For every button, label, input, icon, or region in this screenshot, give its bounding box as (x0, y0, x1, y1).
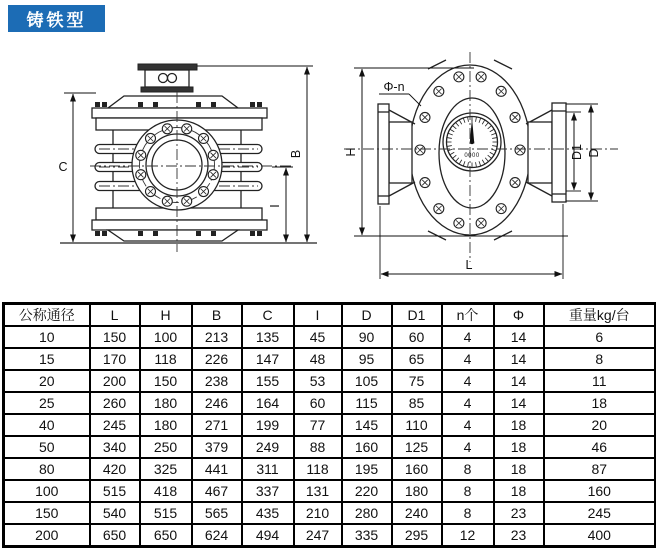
svg-text:C: C (58, 160, 68, 174)
table-cell: 226 (192, 348, 242, 370)
table-cell: 135 (242, 326, 294, 348)
table-cell: 155 (242, 370, 294, 392)
table-cell: 340 (90, 436, 140, 458)
table-cell: 467 (192, 480, 242, 502)
table-cell: 40 (4, 414, 90, 436)
table-cell: 271 (192, 414, 242, 436)
table-cell: 105 (342, 370, 392, 392)
dial-counter: 0000 (464, 153, 480, 159)
right-flange (526, 103, 566, 202)
table-cell: 565 (192, 502, 242, 524)
table-cell: 4 (442, 326, 494, 348)
table-cell: 170 (90, 348, 140, 370)
table-cell: 14 (494, 326, 544, 348)
table-row (4, 414, 656, 436)
table-cell: 11 (544, 370, 656, 392)
dial-gauge (443, 113, 501, 171)
table-cell: 60 (294, 392, 342, 414)
table-cell: 325 (140, 458, 192, 480)
table-cell: 311 (242, 458, 294, 480)
table-cell: 125 (392, 436, 442, 458)
front-view-drawing (58, 64, 317, 252)
table-cell: 160 (342, 436, 392, 458)
svg-text:B: B (289, 149, 303, 159)
column-header: I (294, 304, 342, 327)
table-cell: 624 (192, 524, 242, 547)
table-cell: 53 (294, 370, 342, 392)
table-cell: 145 (342, 414, 392, 436)
column-header: D1 (392, 304, 442, 327)
table-cell: 515 (90, 480, 140, 502)
table-cell: 18 (494, 414, 544, 436)
table-cell: 23 (494, 502, 544, 524)
left-flange (378, 104, 415, 204)
table-cell: 238 (192, 370, 242, 392)
table-cell: 110 (392, 414, 442, 436)
table-cell: 118 (294, 458, 342, 480)
table-cell: 8 (442, 502, 494, 524)
table-cell: 14 (494, 348, 544, 370)
svg-text:D1: D1 (570, 144, 584, 160)
table-cell: 10 (4, 326, 90, 348)
table-cell: 4 (442, 392, 494, 414)
table-cell: 15 (4, 348, 90, 370)
table-cell: 95 (342, 348, 392, 370)
table-header-row (4, 304, 656, 327)
table-cell: 20 (544, 414, 656, 436)
table-cell: 441 (192, 458, 242, 480)
table-cell: 4 (442, 370, 494, 392)
table-cell: 131 (294, 480, 342, 502)
table-row (4, 458, 656, 480)
table-cell: 245 (90, 414, 140, 436)
table-cell: 200 (4, 524, 90, 547)
table-row (4, 348, 656, 370)
bottom-flange (60, 208, 317, 243)
table-cell: 199 (242, 414, 294, 436)
technical-drawing (0, 40, 656, 285)
table-cell: 87 (544, 458, 656, 480)
table-cell: 77 (294, 414, 342, 436)
table-cell: 220 (342, 480, 392, 502)
column-header: C (242, 304, 294, 327)
svg-text:H: H (344, 147, 358, 157)
table-cell: 335 (342, 524, 392, 547)
table-cell: 147 (242, 348, 294, 370)
table-cell: 25 (4, 392, 90, 414)
table-cell: 150 (90, 326, 140, 348)
table-cell: 650 (90, 524, 140, 547)
table-cell: 50 (4, 436, 90, 458)
table-cell: 18 (544, 392, 656, 414)
column-header: 重量kg/台 (544, 304, 656, 327)
type-badge: 铸铁型 (8, 5, 105, 32)
table-cell: 14 (494, 392, 544, 414)
table-cell: 213 (192, 326, 242, 348)
table-cell: 90 (342, 326, 392, 348)
table-cell: 337 (242, 480, 294, 502)
column-header: H (140, 304, 192, 327)
table-cell: 100 (140, 326, 192, 348)
table-cell: 18 (494, 436, 544, 458)
table-cell: 80 (4, 458, 90, 480)
table-cell: 4 (442, 414, 494, 436)
table-cell: 118 (140, 348, 192, 370)
table-row (4, 480, 656, 502)
table-cell: 379 (192, 436, 242, 458)
table-cell: 4 (442, 348, 494, 370)
table-cell: 85 (392, 392, 442, 414)
svg-text:Φ-n: Φ-n (383, 80, 405, 94)
table-cell: 100 (4, 480, 90, 502)
table-cell: 8 (442, 480, 494, 502)
table-cell: 115 (342, 392, 392, 414)
table-cell: 249 (242, 436, 294, 458)
column-header: Φ (494, 304, 544, 327)
column-header: L (90, 304, 140, 327)
table-cell: 200 (90, 370, 140, 392)
table-cell: 8 (544, 348, 656, 370)
table-cell: 247 (294, 524, 342, 547)
table-row (4, 370, 656, 392)
table-cell: 6 (544, 326, 656, 348)
table-cell: 23 (494, 524, 544, 547)
table-cell: 400 (544, 524, 656, 547)
column-header: D (342, 304, 392, 327)
table-cell: 650 (140, 524, 192, 547)
table-cell: 88 (294, 436, 342, 458)
svg-text:L: L (465, 258, 473, 272)
table-cell: 295 (392, 524, 442, 547)
register-counter (138, 64, 197, 92)
table-cell: 18 (494, 458, 544, 480)
table-cell: 164 (242, 392, 294, 414)
spec-table (2, 302, 656, 548)
dimension-d1 (566, 112, 584, 191)
table-cell: 180 (140, 414, 192, 436)
table-cell: 75 (392, 370, 442, 392)
svg-text:D: D (587, 148, 601, 158)
table-cell: 18 (494, 480, 544, 502)
table-cell: 180 (140, 392, 192, 414)
table-cell: 8 (442, 458, 494, 480)
column-header: B (192, 304, 242, 327)
table-cell: 250 (140, 436, 192, 458)
table-cell: 418 (140, 480, 192, 502)
table-cell: 14 (494, 370, 544, 392)
table-cell: 494 (242, 524, 294, 547)
table-cell: 540 (90, 502, 140, 524)
table-cell: 210 (294, 502, 342, 524)
table-cell: 20 (4, 370, 90, 392)
phi-n-callout (379, 80, 421, 106)
column-header: 公称通径 (4, 304, 90, 327)
table-cell: 150 (4, 502, 90, 524)
table-cell: 160 (544, 480, 656, 502)
table-cell: 65 (392, 348, 442, 370)
table-cell: 240 (392, 502, 442, 524)
dimension-i (268, 167, 293, 242)
table-row (4, 436, 656, 458)
table-cell: 12 (442, 524, 494, 547)
table-row (4, 392, 656, 414)
table-row (4, 524, 656, 547)
table-cell: 420 (90, 458, 140, 480)
table-cell: 48 (294, 348, 342, 370)
table-cell: 160 (392, 458, 442, 480)
svg-text:I: I (268, 204, 282, 208)
side-view-drawing (344, 52, 618, 279)
table-cell: 45 (294, 326, 342, 348)
column-header: n个 (442, 304, 494, 327)
table-cell: 46 (544, 436, 656, 458)
dimension-c (58, 93, 96, 242)
table-cell: 4 (442, 436, 494, 458)
table-cell: 280 (342, 502, 392, 524)
table-cell: 245 (544, 502, 656, 524)
table-cell: 60 (392, 326, 442, 348)
table-cell: 180 (392, 480, 442, 502)
table-row (4, 326, 656, 348)
table-cell: 195 (342, 458, 392, 480)
table-cell: 515 (140, 502, 192, 524)
table-cell: 260 (90, 392, 140, 414)
table-cell: 150 (140, 370, 192, 392)
table-row (4, 502, 656, 524)
table-cell: 246 (192, 392, 242, 414)
table-cell: 435 (242, 502, 294, 524)
